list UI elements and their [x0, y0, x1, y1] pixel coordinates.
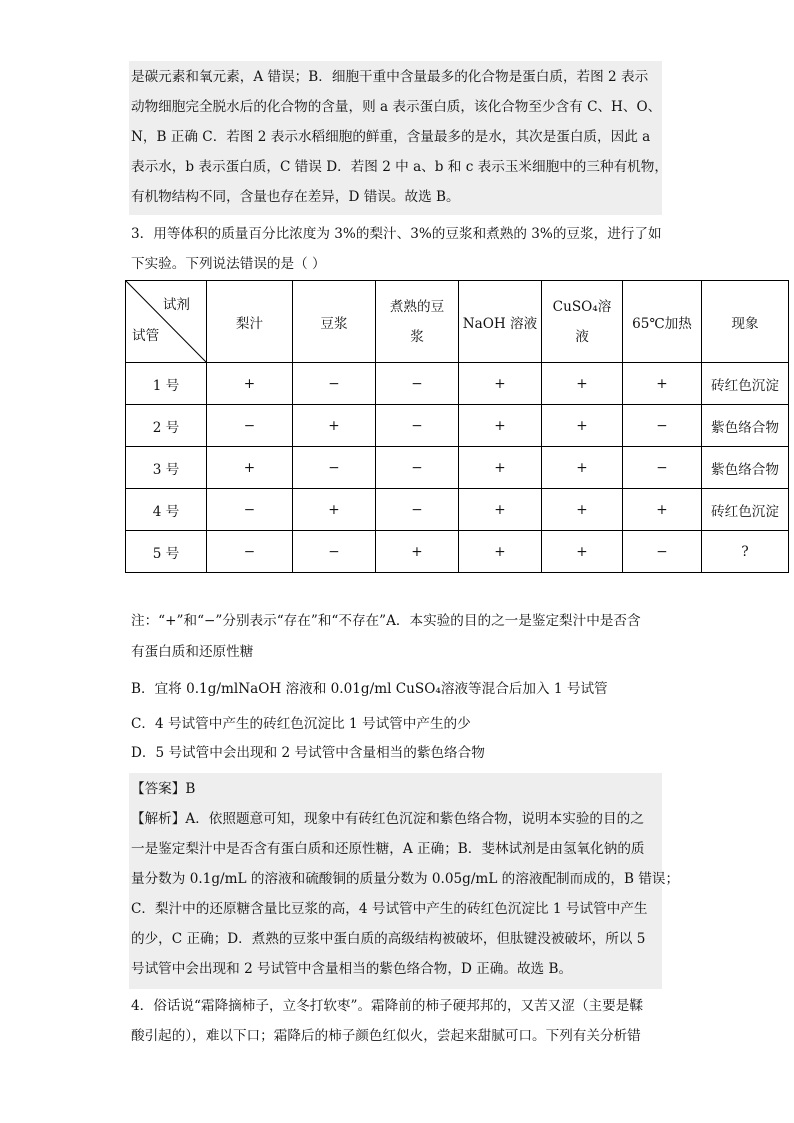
cell: + [542, 363, 623, 405]
corner-cell [126, 281, 207, 363]
header-line: 液 [575, 328, 589, 345]
analysis-line: 号试管中会出现和 2 号试管中含量相当的紫色络合物，D 正确。故选 B。 [131, 961, 573, 977]
header-line: 浆 [410, 328, 424, 345]
cell: + [459, 531, 542, 573]
q3-stem-line: 下实验。下列说法错误的是（ ） [131, 256, 326, 272]
header-naoh: NaOH 溶液 [459, 281, 542, 363]
prev-line: N，B 正确 C．若图 2 表示水稻细胞的鲜重，含量最多的是水，其次是蛋白质，因此 a [131, 129, 651, 145]
table-row [126, 447, 789, 489]
table-header-row [126, 281, 789, 363]
cell: − [293, 363, 376, 405]
header-pear-juice: 梨汁 [207, 281, 293, 363]
cell: − [207, 405, 293, 447]
analysis-line: 量分数为 0.1g/mL 的溶液和硫酸铜的质量分数为 0.05g/mL 的溶液配制而成的，B 错误； [131, 871, 680, 887]
q4-stem-line: 4．俗话说“霜降摘柿子，立冬打软枣”。霜降前的柿子硬邦邦的，又苦又涩（主要是鞣 [131, 998, 643, 1014]
corner-reagent-label: 试剂 [162, 297, 190, 313]
prev-line: 是碳元素和氧元素，A 错误；B．细胞干重中含量最多的化合物是蛋白质，若图 2 表示 [131, 69, 649, 85]
header-heating: 65℃加热 [623, 281, 702, 363]
cell: − [376, 405, 459, 447]
analysis-line: 【解析】A．依照题意可知，现象中有砖红色沉淀和紫色络合物，说明本实验的目的之 [131, 811, 644, 827]
q3-note-line: 注：“+”和“−”分别表示“存在”和“不存在”A．本实验的目的之一是鉴定梨汁中是否含 [131, 613, 641, 629]
prev-explanation [131, 62, 668, 212]
q3-option-d: D．5 号试管中会出现和 2 号试管中含量相当的紫色络合物 [131, 745, 485, 761]
q3-option-b: B．宜将 0.1g/mlNaOH 溶液和 0.01g/ml CuSO₄溶液等混合后加入 1 号试管 [131, 681, 608, 697]
tube-label: 2 号 [126, 405, 207, 447]
cell: + [542, 447, 623, 489]
header-cuso4 [542, 281, 623, 363]
cell: − [207, 531, 293, 573]
experiment-table [125, 280, 789, 573]
q3-note-line: 有蛋白质和还原性糖 [131, 644, 254, 660]
prev-line: 有机物结构不同，含量也存在差异，D 错误。故选 B。 [131, 189, 460, 205]
header-phenomenon: 现象 [702, 281, 789, 363]
tube-label: 3 号 [126, 447, 207, 489]
analysis-line: 的少，C 正确；D．煮熟的豆浆中蛋白质的高级结构被破坏，但肽键没被破坏，所以 5 [131, 931, 646, 947]
q3-stem-line: 3．用等体积的质量百分比浓度为 3%的梨汁、3%的豆浆和煮熟的 3%的豆浆，进行了如 [131, 226, 662, 242]
cell: − [293, 447, 376, 489]
cell: + [459, 447, 542, 489]
tube-label: 4 号 [126, 489, 207, 531]
cell: + [459, 405, 542, 447]
cell: − [207, 489, 293, 531]
header-line: CuSO₄溶 [552, 298, 612, 315]
cell: + [293, 405, 376, 447]
result: 砖红色沉淀 [702, 363, 789, 405]
cell: + [459, 489, 542, 531]
result: 砖红色沉淀 [702, 489, 789, 531]
cell: − [376, 489, 459, 531]
table-row [126, 405, 789, 447]
prev-line: 动物细胞完全脱水后的化合物的含量，则 a 表示蛋白质，该化合物至少含有 C、H、O、 [131, 99, 662, 115]
result: ? [702, 531, 789, 573]
tube-label: 1 号 [126, 363, 207, 405]
cell: + [623, 489, 702, 531]
analysis-line: C．梨汁中的还原糖含量比豆浆的高，4 号试管中产生的砖红色沉淀比 1 号试管中产生 [131, 901, 648, 917]
result: 紫色络合物 [702, 405, 789, 447]
result: 紫色络合物 [702, 447, 789, 489]
analysis-line: 一是鉴定梨汁中是否含有蛋白质和还原性糖，A 正确；B．斐林试剂是由氢氧化钠的质 [131, 841, 645, 857]
cell: + [623, 363, 702, 405]
cell: + [207, 363, 293, 405]
corner-tube-label: 试管 [132, 328, 160, 344]
cell: + [459, 363, 542, 405]
q3-answer-block [131, 774, 680, 984]
table-row [126, 531, 789, 573]
q3-stem [131, 219, 661, 279]
header-cooked-soy-milk [376, 281, 459, 363]
cell: + [542, 405, 623, 447]
cell: + [542, 531, 623, 573]
cell: − [623, 447, 702, 489]
table-row [126, 363, 789, 405]
cell: − [376, 363, 459, 405]
table-row [126, 489, 789, 531]
cell: + [542, 489, 623, 531]
tube-label: 5 号 [126, 531, 207, 573]
cell: + [376, 531, 459, 573]
cell: − [376, 447, 459, 489]
cell: − [623, 405, 702, 447]
header-line: 煮熟的豆 [389, 298, 445, 315]
cell: + [207, 447, 293, 489]
cell: − [623, 531, 702, 573]
cell: − [293, 531, 376, 573]
header-soy-milk: 豆浆 [293, 281, 376, 363]
cell: + [293, 489, 376, 531]
q4-stem-line: 酸引起的），难以下口；霜降后的柿子颜色红似火，尝起来甜腻可口。下列有关分析错 [131, 1028, 641, 1044]
q3-option-c: C．4 号试管中产生的砖红色沉淀比 1 号试管中产生的少 [131, 716, 471, 732]
q3-answer: 【答案】B [131, 781, 196, 797]
q4-stem [131, 991, 661, 1051]
prev-line: 表示水，b 表示蛋白质，C 错误 D．若图 2 中 a、b 和 c 表示玉米细胞中的三种有机物， [131, 159, 668, 175]
